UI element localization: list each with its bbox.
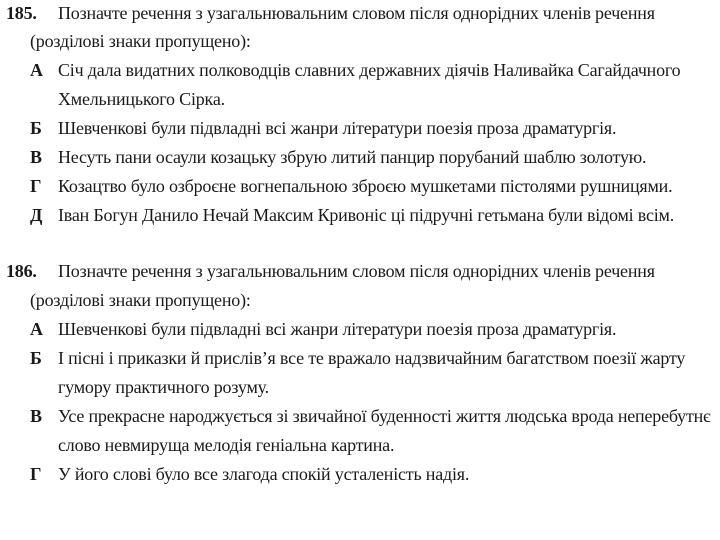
q185-prompt-continued: (розділові знаки пропущено): — [30, 31, 251, 51]
q186-number: 186. — [6, 261, 37, 281]
option-letter: Б — [30, 348, 42, 368]
option-text: У його слові було все злагода спокій усталеність надія. — [58, 464, 470, 484]
option-letter: Г — [30, 176, 42, 196]
option-letter: Б — [30, 118, 42, 138]
option-text: Шевченкові були підвладні всі жанри літератури поезія проза драматургія. — [58, 118, 617, 138]
option-letter: В — [30, 406, 42, 426]
option-letter: А — [30, 60, 43, 80]
option-text: Несуть пани осаули козацьку збрую литий панцир порубаний шаблю золотую. — [58, 147, 647, 167]
option-text: Козацтво було озброєне вогнепальною зброєю мушкетами пістолями рушницями. — [58, 176, 673, 196]
option-text: Шевченкові були підвладні всі жанри літератури поезія проза драматургія. — [58, 319, 617, 339]
q186-prompt-continued: (розділові знаки пропущено): — [30, 290, 251, 310]
option-text-continued: Хмельницького Сірка. — [58, 89, 225, 109]
q185-prompt: Позначте речення з узагальнювальним словом після однорідних членів речення — [58, 3, 655, 23]
q186-prompt: Позначте речення з узагальнювальним словом після однорідних членів речення — [58, 261, 655, 281]
option-letter: А — [30, 319, 43, 339]
option-text: Іван Богун Данило Нечай Максим Кривоніс ці підручні гетьмана були відомі всім. — [58, 205, 675, 225]
option-letter: Г — [30, 464, 42, 484]
option-text: Січ дала видатних полководців славних державних діячів Наливайка Сагайдачного — [58, 60, 681, 80]
option-text: Усе прекрасне народжується зі звичайної буденності життя людська врода неперебутнє — [58, 406, 711, 426]
option-letter: Д — [30, 205, 43, 225]
option-text-continued: гумору практичного розуму. — [58, 377, 269, 397]
option-text-continued: слово невмируща мелодія геніальна картина. — [58, 435, 395, 455]
q185-number: 185. — [6, 3, 37, 23]
option-letter: В — [30, 147, 42, 167]
option-text: І пісні і приказки й прислів’я все те вражало надзвичайним багатством поезії жарту — [58, 348, 686, 368]
